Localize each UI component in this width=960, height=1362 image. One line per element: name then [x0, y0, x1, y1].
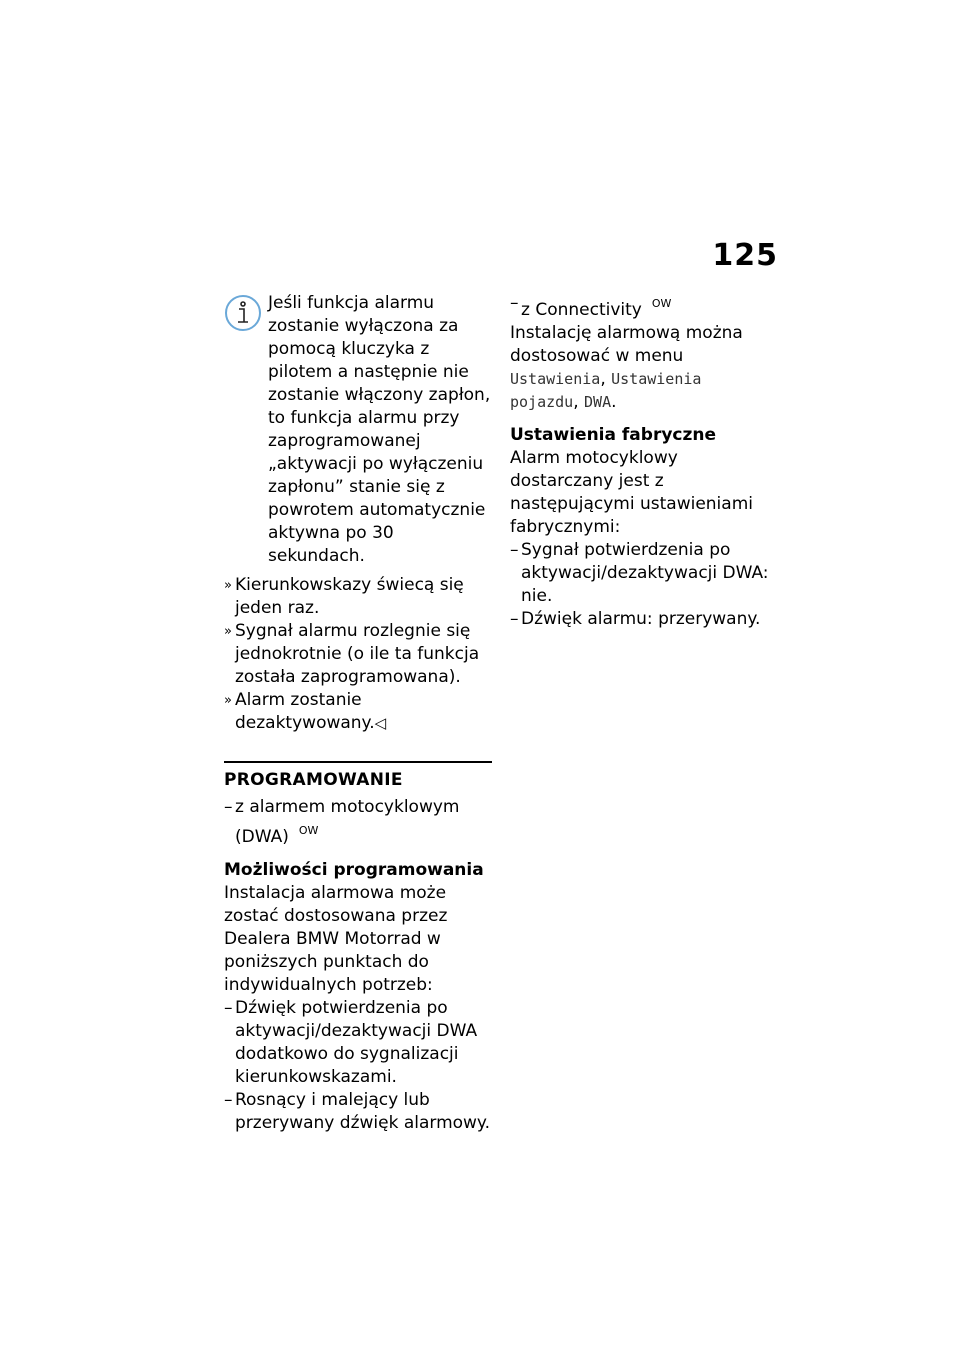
end-mark-icon: ◁	[374, 714, 387, 732]
menu-path-vehicle-settings: Ustawienia pojazdu	[510, 370, 702, 411]
list-item	[224, 997, 492, 1089]
requirement-list	[224, 796, 492, 849]
list-item	[224, 620, 492, 689]
list-item	[224, 574, 492, 620]
requirement-text: z alarmem motocyklowym (DWA)	[235, 797, 460, 847]
result-list	[224, 574, 492, 735]
options-title: Możliwości programowania	[224, 860, 484, 880]
list-item	[224, 689, 492, 735]
page-number: 125	[712, 238, 778, 273]
info-note	[224, 292, 492, 568]
list-item	[510, 539, 778, 608]
list-item	[510, 608, 778, 631]
factory-title: Ustawienia fabryczne	[510, 425, 717, 445]
result-marker: »	[224, 624, 232, 639]
dash-marker: –	[224, 998, 233, 1018]
factory-item-text: Dźwięk alarmu: przerywany.	[521, 609, 761, 629]
dash-marker: –	[224, 797, 233, 817]
info-icon	[224, 294, 262, 332]
menu-text: Instalację alarmową można dostosować w menu	[510, 323, 743, 366]
menu-end: .	[611, 392, 617, 412]
list-item	[224, 796, 492, 849]
result-text: Alarm zostanie dezaktywowany.	[235, 690, 375, 733]
requirement-list	[510, 292, 778, 322]
dash-marker: –	[510, 609, 519, 629]
note-text: Jeśli funkcja alarmu zostanie wyłączona za pomocą kluczyka z pilotem a następnie nie zostanie włączony zapłon, to funkcja alarmu przy zaprogramowanej „aktywacji po wyłączeniu zapłonu” stanie się z powrotem automatycznie aktywna po 30 sekundach.	[268, 293, 491, 566]
options-list	[224, 997, 492, 1135]
menu-path-settings: Ustawienia	[510, 370, 601, 388]
factory-list	[510, 539, 778, 631]
menu-separator: ,	[600, 369, 606, 389]
list-item	[224, 1089, 492, 1135]
factory-item-text: Sygnał potwierdzenia po aktywacji/dezaktywacji DWA: nie.	[521, 540, 769, 606]
section-title: PROGRAMOWANIE	[224, 770, 403, 790]
dash-marker: –	[510, 540, 519, 560]
requirement-text: z Connectivity	[521, 300, 642, 320]
result-text: Kierunkowskazy świecą się jeden raz.	[235, 575, 464, 618]
menu-separator: ,	[573, 392, 579, 412]
option-text: Rosnący i malejący lub przerywany dźwięk alarmowy.	[235, 1090, 490, 1133]
list-item	[510, 292, 778, 322]
menu-paragraph	[510, 322, 778, 414]
section-divider	[224, 761, 492, 763]
dash-marker: –	[510, 293, 519, 313]
result-marker: »	[224, 693, 232, 708]
result-marker: »	[224, 578, 232, 593]
option-text: Dźwięk potwierdzenia po aktywacji/dezaktywacji DWA dodatkowo do sygnalizacji kierunkowskazami.	[235, 998, 478, 1087]
options-intro: Instalacja alarmowa może zostać dostosowana przez Dealera BMW Motorrad w poniższych punktach do indywidualnych potrzeb:	[224, 883, 448, 995]
left-column	[224, 292, 492, 1135]
result-text: Sygnał alarmu rozlegnie się jednokrotnie (o ile ta funkcja została zaprogramowana).	[235, 621, 480, 687]
factory-intro: Alarm motocyklowy dostarczany jest z następującymi ustawieniami fabrycznymi:	[510, 448, 753, 537]
right-column	[510, 292, 778, 631]
equipment-tag: OW	[651, 297, 672, 310]
equipment-tag: OW	[298, 824, 319, 837]
dash-marker: –	[224, 1090, 233, 1110]
menu-path-dwa: DWA	[584, 393, 612, 411]
